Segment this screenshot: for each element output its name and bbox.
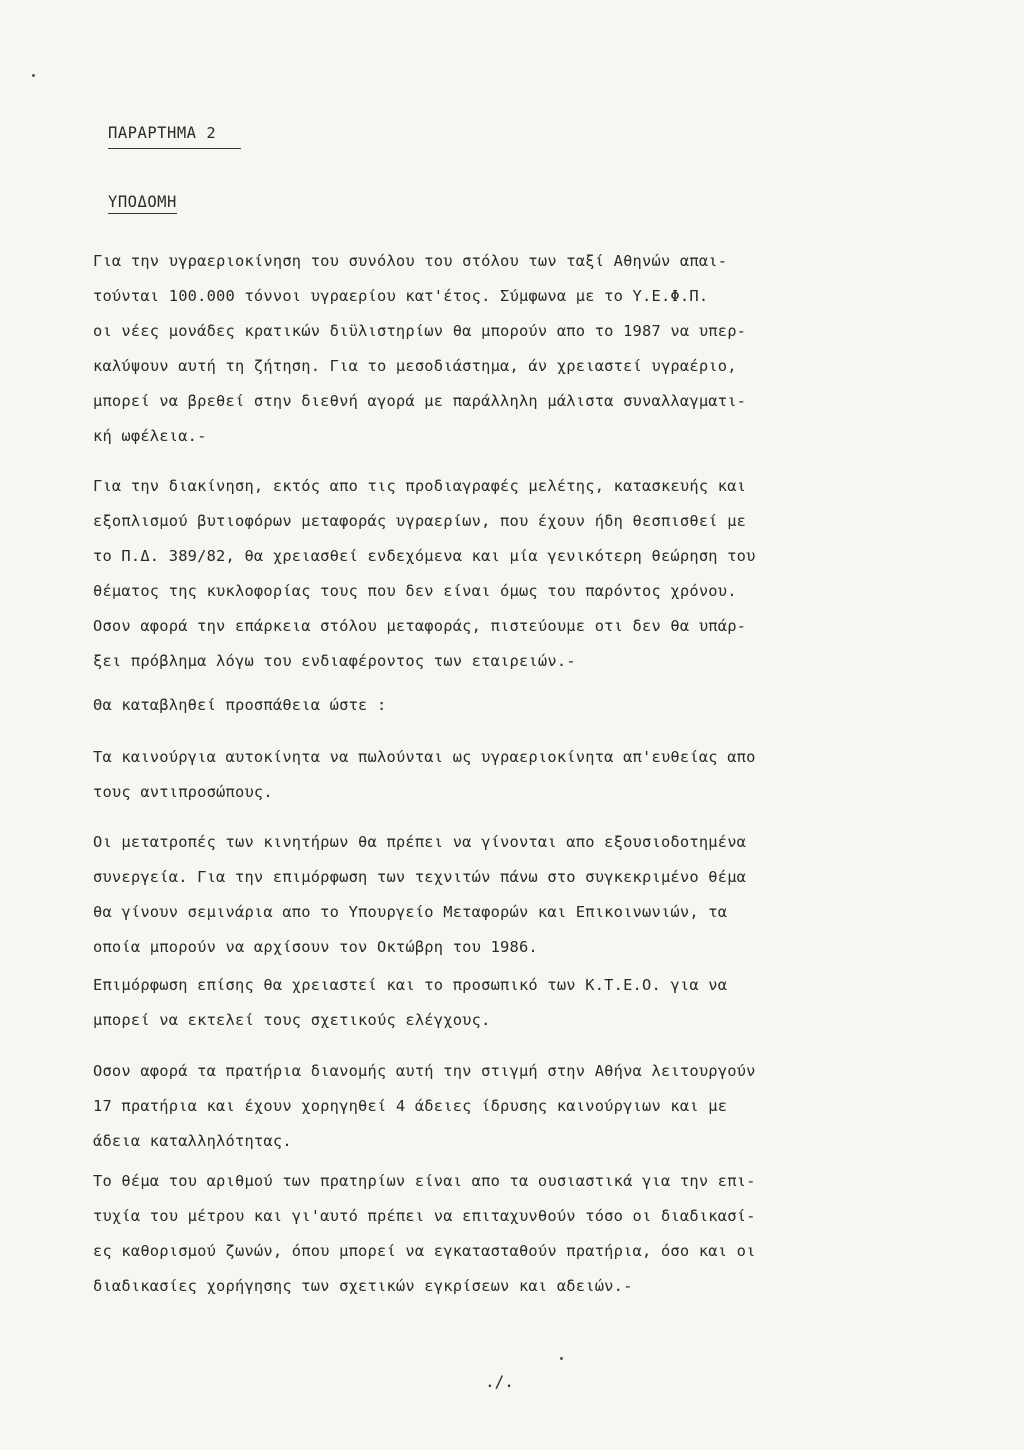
paragraph-8 bbox=[93, 1164, 993, 1304]
text-line: Επιμόρφωση επίσης θα χρειαστεί και το προσωπικό των Κ.Τ.Ε.Ο. για να bbox=[93, 976, 728, 994]
text-line: τυχία του μέτρου και γι'αυτό πρέπει να επιταχυνθούν τόσο οι διαδικασί- bbox=[93, 1207, 756, 1225]
text-line: τους αντιπροσώπους. bbox=[93, 783, 273, 801]
text-line: μπορεί να εκτελεί τους σχετικούς ελέγχους. bbox=[93, 1011, 491, 1029]
text-line: ξει πρόβλημα λόγω του ενδιαφέροντος των εταιρειών.- bbox=[93, 652, 576, 670]
paragraph-3 bbox=[93, 688, 993, 723]
text-line: Οι μετατροπές των κινητήρων θα πρέπει να γίνονται απο εξουσιοδοτημένα bbox=[93, 833, 747, 851]
scan-speck bbox=[560, 1357, 563, 1360]
text-line: Οσον αφορά την επάρκεια στόλου μεταφοράς, πιστεύουμε οτι δεν θα υπάρ- bbox=[93, 617, 747, 635]
text-line: Το θέμα του αριθμού των πρατηρίων είναι απο τα ουσιαστικά για την επι- bbox=[93, 1172, 756, 1190]
appendix-title: ΠΑΡΑΡΤΗΜΑ 2 bbox=[108, 124, 241, 149]
text-line: άδεια καταλληλότητας. bbox=[93, 1132, 292, 1150]
text-line: το Π.Δ. 389/82, θα χρειασθεί ενδεχόμενα και μία γενικότερη θεώρηση του bbox=[93, 547, 756, 565]
paragraph-4 bbox=[93, 740, 993, 810]
text-line: οποία μπορούν να αρχίσουν τον Οκτώβρη του 1986. bbox=[93, 938, 538, 956]
paragraph-2 bbox=[93, 469, 993, 679]
text-line: καλύψουν αυτή τη ζήτηση. Για το μεσοδιάστημα, άν χρειαστεί υγραέριο, bbox=[93, 357, 737, 375]
text-line: μπορεί να βρεθεί στην διεθνή αγορά με παράλληλη μάλιστα συναλλαγματι- bbox=[93, 392, 747, 410]
text-line: ες καθορισμού ζωνών, όπου μπορεί να εγκατασταθούν πρατήρια, όσο και οι bbox=[93, 1242, 756, 1260]
text-line: Για την υγραεριοκίνηση του συνόλου του στόλου των ταξί Αθηνών απαι- bbox=[93, 252, 728, 270]
paragraph-6 bbox=[93, 968, 993, 1038]
text-line: Θα καταβληθεί προσπάθεια ώστε : bbox=[93, 696, 387, 714]
text-line: συνεργεία. Για την επιμόρφωση των τεχνιτών πάνω στο συγκεκριμένο θέμα bbox=[93, 868, 747, 886]
text-line: κή ωφέλεια.- bbox=[93, 427, 207, 445]
section-title: ΥΠΟΔΟΜΗ bbox=[108, 193, 177, 214]
text-line: εξοπλισμού βυτιοφόρων μεταφοράς υγραερίων, που έχουν ήδη θεσπισθεί με bbox=[93, 512, 747, 530]
text-line: οι νέες μονάδες κρατικών διϋλιστηρίων θα μπορούν απο το 1987 να υπερ- bbox=[93, 322, 747, 340]
text-line: θέματος της κυκλοφορίας τους που δεν είναι όμως του παρόντος χρόνου. bbox=[93, 582, 737, 600]
text-line: διαδικασίες χορήγησης των σχετικών εγκρίσεων και αδειών.- bbox=[93, 1277, 633, 1295]
paragraph-5 bbox=[93, 825, 993, 965]
text-line: θα γίνουν σεμινάρια απο το Υπουργείο Μεταφορών και Επικοινωνιών, τα bbox=[93, 903, 728, 921]
text-line: τούνται 100.000 τόννοι υγραερίου κατ'έτος. Σύμφωνα με το Υ.Ε.Φ.Π. bbox=[93, 287, 709, 305]
text-line: Οσον αφορά τα πρατήρια διανομής αυτή την στιγμή στην Αθήνα λειτουργούν bbox=[93, 1062, 756, 1080]
text-line: Για την διακίνηση, εκτός απο τις προδιαγραφές μελέτης, κατασκευής και bbox=[93, 477, 747, 495]
paragraph-7 bbox=[93, 1054, 993, 1159]
scan-speck bbox=[32, 74, 35, 77]
text-line: Τα καινούργια αυτοκίνητα να πωλούνται ως υγραεριοκίνητα απ'ευθείας απο bbox=[93, 748, 756, 766]
paragraph-1 bbox=[93, 244, 993, 454]
page-continuation-marker: ./. bbox=[485, 1372, 514, 1391]
text-line: 17 πρατήρια και έχουν χορηγηθεί 4 άδειες ίδρυσης καινούργιων και με bbox=[93, 1097, 728, 1115]
